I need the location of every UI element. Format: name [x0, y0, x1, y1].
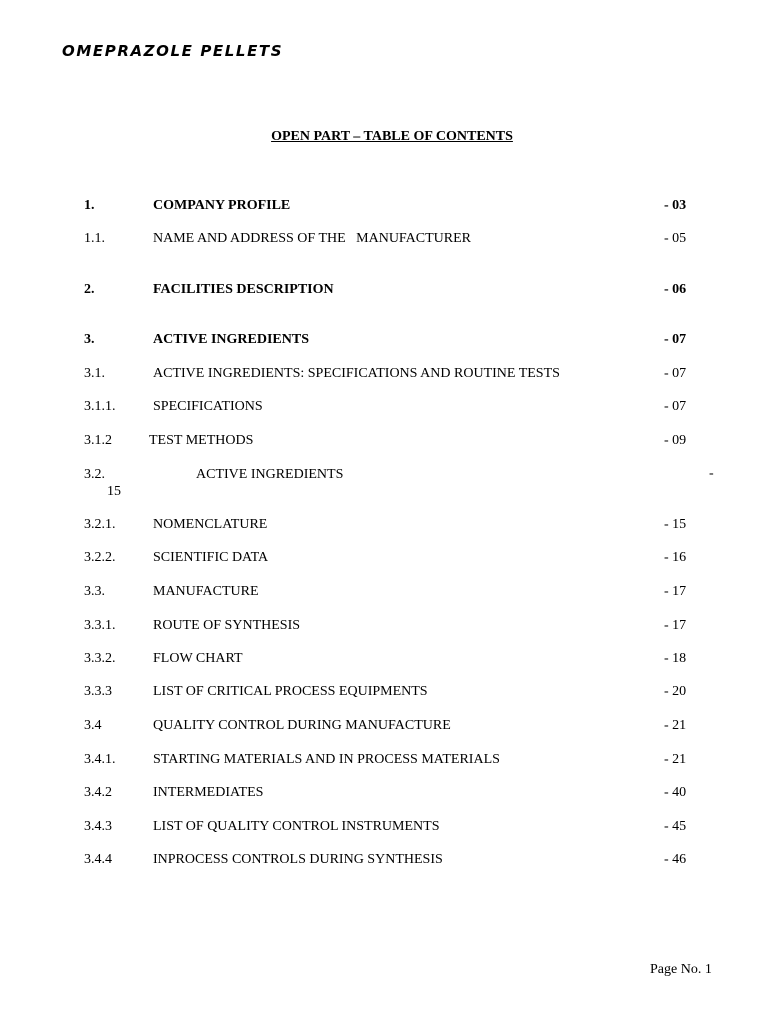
- toc-entry-text: SPECIFICATIONS: [153, 399, 263, 414]
- toc-entry-page: - 07: [664, 332, 687, 347]
- toc-entry-text: SCIENTIFIC DATA: [153, 550, 269, 565]
- toc-entry-number: 3.4.4: [84, 852, 112, 867]
- toc-entry-text: FLOW CHART: [153, 651, 243, 666]
- toc-entry-page: - 07: [664, 399, 687, 414]
- toc-entry-number: 2.: [84, 282, 95, 297]
- toc-entry-text: QUALITY CONTROL DURING MANUFACTURE: [153, 718, 451, 733]
- toc-entry-page: - 46: [664, 852, 687, 867]
- toc-entry-number: 3.2.: [84, 467, 105, 482]
- toc-entry-text: TEST METHODS: [149, 433, 254, 448]
- toc-entry-page: - 21: [664, 718, 687, 733]
- toc-title: OPEN PART – TABLE OF CONTENTS: [271, 129, 513, 144]
- toc-entry-text: LIST OF CRITICAL PROCESS EQUIPMENTS: [153, 684, 428, 699]
- toc-entry-3: [0, 330, 768, 350]
- toc-entry-number: 3.3.2.: [84, 651, 116, 666]
- toc-entry-text: MANUFACTURE: [153, 584, 259, 599]
- toc-entry-text: INTERMEDIATES: [153, 785, 264, 800]
- toc-entry-text: ACTIVE INGREDIENTS: SPECIFICATIONS AND ROUTINE TESTS: [153, 366, 560, 381]
- toc-entry-text: ACTIVE INGREDIENTS: [153, 332, 309, 347]
- toc-entry-3-3-2: [0, 649, 768, 669]
- toc-entry-2: [0, 280, 768, 300]
- toc-entry-3-1-1: [0, 397, 768, 417]
- toc-entry-page: - 40: [664, 785, 687, 800]
- toc-entry-number: 3.1.: [84, 366, 105, 381]
- toc-entry-3-4-2: [0, 783, 768, 803]
- toc-entry-page: - 18: [664, 651, 687, 666]
- toc-entry-3-1-2: [0, 431, 768, 451]
- toc-entry-number: 3.4: [84, 718, 102, 733]
- toc-entry-3-3: [0, 582, 768, 602]
- page-number: Page No. 1: [650, 962, 712, 977]
- toc-entry-page: 15: [107, 484, 121, 499]
- toc-entry-page: - 16: [664, 550, 687, 565]
- toc-entry-page: - 07: [664, 366, 687, 381]
- toc-entry-page: - 45: [664, 819, 687, 834]
- toc-entry-page: - 17: [664, 584, 687, 599]
- toc-entry-page: - 05: [664, 231, 687, 246]
- toc-entry-text: STARTING MATERIALS AND IN PROCESS MATERIALS: [153, 752, 500, 767]
- toc-entry-text: LIST OF QUALITY CONTROL INSTRUMENTS: [153, 819, 440, 834]
- toc-entry-3-4: [0, 716, 768, 736]
- toc-entry-page: - 03: [664, 198, 687, 213]
- toc-entry-3-2-1: [0, 515, 768, 535]
- toc-entry-number: 3.4.1.: [84, 752, 116, 767]
- toc-entry-3-1: [0, 364, 768, 384]
- toc-entry-page: - 15: [664, 517, 687, 532]
- toc-entry-page-dash: -: [709, 466, 714, 481]
- toc-entry-3-3-3: [0, 682, 768, 702]
- toc-entry-page: - 17: [664, 618, 687, 633]
- toc-entry-text: NOMENCLATURE: [153, 517, 268, 532]
- toc-entry-number: 3.: [84, 332, 95, 347]
- toc-entry-1: [0, 196, 768, 216]
- toc-entry-text: NAME AND ADDRESS OF THE MANUFACTURER: [153, 231, 472, 246]
- toc-entry-number: 3.1.2: [84, 433, 112, 448]
- toc-entry-number: 3.2.1.: [84, 517, 116, 532]
- toc-entry-3-4-1: [0, 750, 768, 770]
- toc-entry-number: 1.1.: [84, 231, 105, 246]
- toc-entry-1-1: [0, 229, 768, 249]
- toc-entry-number: 3.4.3: [84, 819, 112, 834]
- toc-entry-page: - 09: [664, 433, 687, 448]
- toc-entry-number: 3.1.1.: [84, 399, 116, 414]
- toc-entry-number: 1.: [84, 198, 95, 213]
- toc-entry-3-4-3: [0, 817, 768, 837]
- toc-entry-number: 3.3.1.: [84, 618, 116, 633]
- toc-entry-page: - 20: [664, 684, 687, 699]
- toc-entry-number: 3.2.2.: [84, 550, 116, 565]
- toc-entry-text: ROUTE OF SYNTHESIS: [153, 618, 301, 633]
- toc-entry-text: ACTIVE INGREDIENTS: [196, 467, 344, 482]
- toc-entry-text: INPROCESS CONTROLS DURING SYNTHESIS: [153, 852, 443, 867]
- toc-entry-3-4-4: [0, 850, 768, 870]
- toc-entry-3-2-2: [0, 548, 768, 568]
- toc-entry-page: - 06: [664, 282, 687, 297]
- toc-entry-text: COMPANY PROFILE: [153, 198, 291, 213]
- toc-entry-number: 3.3.3: [84, 684, 112, 699]
- toc-entry-number: 3.4.2: [84, 785, 112, 800]
- toc-entry-page: - 21: [664, 752, 687, 767]
- document-header-title: OMEPRAZOLE PELLETS: [62, 42, 284, 60]
- toc-entry-number: 3.3.: [84, 584, 105, 599]
- toc-entry-3-3-1: [0, 616, 768, 636]
- toc-entry-text: FACILITIES DESCRIPTION: [153, 282, 334, 297]
